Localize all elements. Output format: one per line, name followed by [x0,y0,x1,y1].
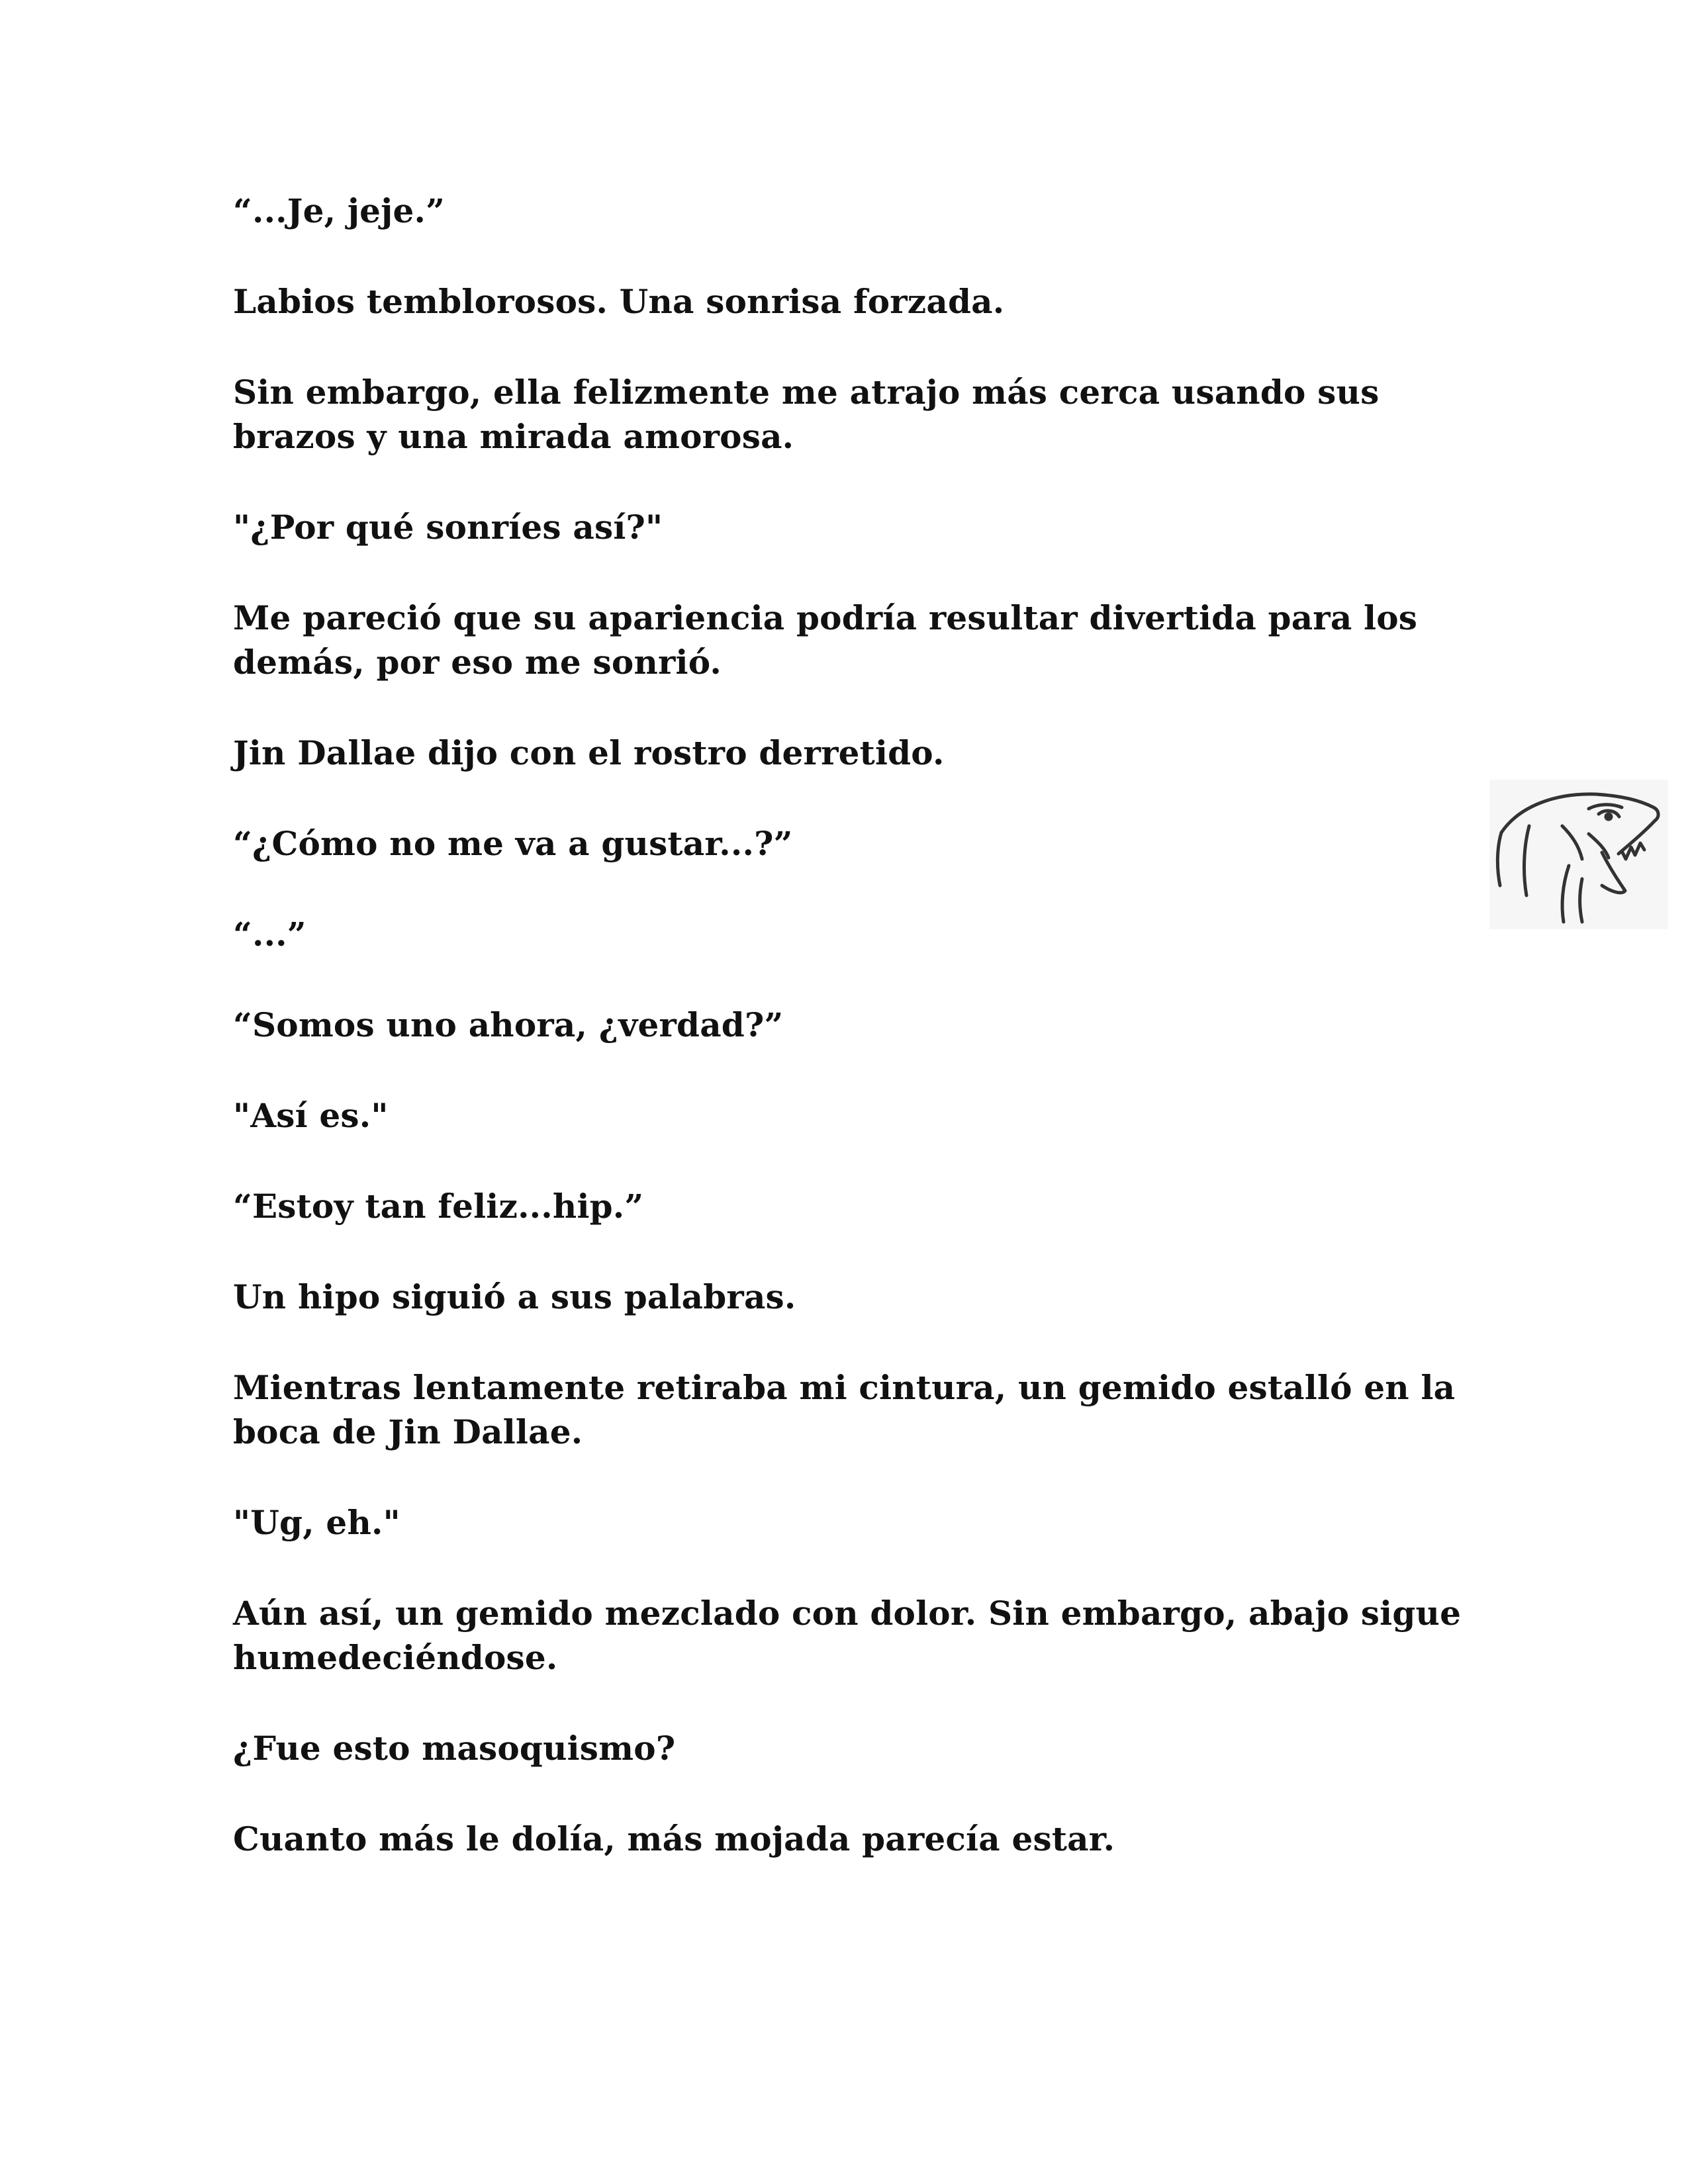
paragraph: Cuanto más le dolía, más mojada parecía estar. [233,1819,1115,1858]
document-body [233,189,1491,1907]
paragraph: "Así es." [233,1096,389,1135]
paragraph: Sin embargo, ella felizmente me atrajo más cerca usando sus brazos y una mirada amorosa. [233,373,1380,456]
paragraph: “¿Cómo no me va a gustar...?” [233,824,793,863]
paragraph: “...Je, jeje.” [233,191,445,230]
paragraph: “Somos uno ahora, ¿verdad?” [233,1005,784,1044]
paragraph: "¿Por qué sonríes así?" [233,508,663,547]
paragraph: “Estoy tan feliz...hip.” [233,1187,644,1226]
paragraph: “...” [233,915,306,954]
paragraph: Un hipo siguió a sus palabras. [233,1277,796,1316]
paragraph: "Ug, eh." [233,1503,400,1542]
dinosaur-head-icon [1489,780,1668,929]
paragraph: Labios temblorosos. Una sonrisa forzada. [233,282,1005,321]
paragraph: Me pareció que su apariencia podría resultar divertida para los demás, por eso me sonrió. [233,598,1418,682]
paragraph: Aún así, un gemido mezclado con dolor. Sin embargo, abajo sigue humedeciéndose. [233,1594,1462,1677]
paragraph: Jin Dallae dijo con el rostro derretido. [233,733,945,772]
paragraph: ¿Fue esto masoquismo? [233,1729,676,1768]
paragraph: Mientras lentamente retiraba mi cintura, un gemido estalló en la boca de Jin Dallae. [233,1368,1456,1451]
